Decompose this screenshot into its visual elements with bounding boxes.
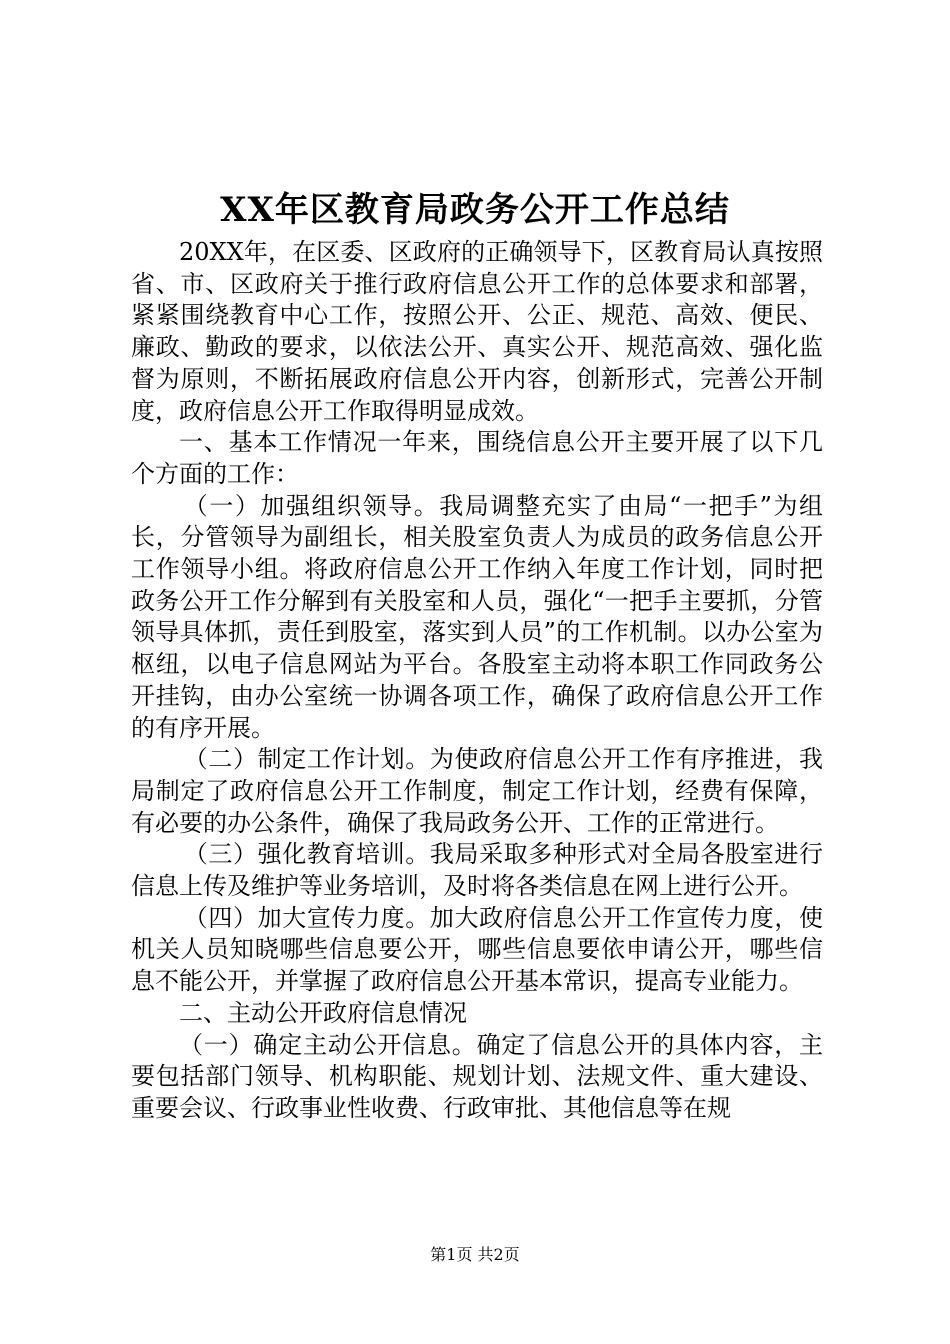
paragraph-intro: 20XX年，在区委、区政府的正确领导下，区教育局认真按照省、市、区政府关于推行政府信息公开工作的总体要求和部署，紧紧围绕教育中心工作，按照公开、公正、规范、高效、便民、廉政、勤政的要求，以依法公开、真实公开、规范高效、强化监督为原则，不断拓展政府信息公开内容，创新形式，完善公开制度，政府信息公开工作取得明显成效。 <box>131 238 823 425</box>
paragraph-item-1-3: （三）强化教育培训。我局采取多种形式对全局各股室进行信息上传及维护等业务培训，及时将各类信息在网上进行公开。 <box>131 840 823 901</box>
paragraph-item-1-2: （二）制定工作计划。为使政府信息公开工作有序推进，我局制定了政府信息公开工作制度，制定工作计划，经费有保障，有必要的办公条件，确保了我局政务公开、工作的正常进行。 <box>131 745 823 837</box>
page-footer: 第1页 共2页 <box>430 1245 520 1264</box>
document-title: XX年区教育局政务公开工作总结 <box>220 190 730 230</box>
paragraph-section-2: 二、主动公开政府信息情况 <box>179 998 467 1027</box>
paragraph-item-1-1: （一）加强组织领导。我局调整充实了由局“一把手”为组长，分管领导为副组长，相关股室负责人为成员的政务信息公开工作领导小组。将政府信息公开工作纳入年度工作计划，同时把政务公开工作分解到有关股室和人员，强化“一把手主要抓，分管领导具体抓，责任到股室，落实到人员”的工作机制。以办公室为枢纽，以电子信息网站为平台。各股室主动将本职工作同政务公开挂钩，由办公室统一协调各项工作，确保了政府信息公开工作的有序开展。 <box>131 491 823 742</box>
paragraph-item-1-4: （四）加大宣传力度。加大政府信息公开工作宣传力度，使机关人员知晓哪些信息要公开，哪些信息要依申请公开，哪些信息不能公开，并掌握了政府信息公开基本常识，提高专业能力。 <box>131 903 823 996</box>
paragraph-item-2-1: （一）确定主动公开信息。确定了信息公开的具体内容，主要包括部门领导、机构职能、规划计划、法规文件、重大建设、重要会议、行政事业性收费、行政审批、其他信息等在规 <box>131 1030 823 1122</box>
document-body <box>131 237 823 1125</box>
paragraph-section-1: 一、基本工作情况一年来，围绕信息公开主要开展了以下几个方面的工作： <box>131 428 823 488</box>
